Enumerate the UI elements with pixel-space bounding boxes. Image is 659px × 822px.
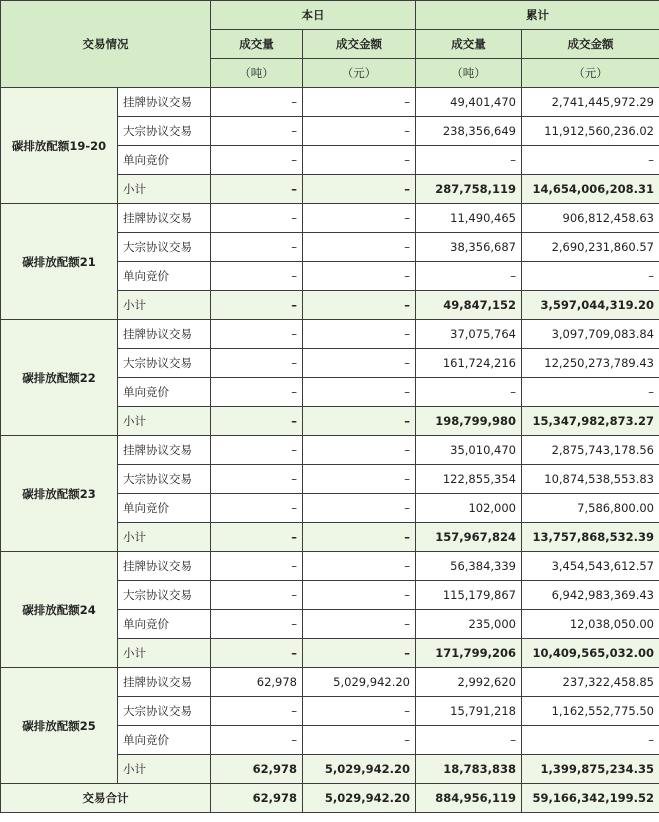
subtotal-today-amount: – [303,639,416,668]
method-label: 大宗协议交易 [118,465,211,494]
cum-volume-cell: 35,010,470 [416,436,522,465]
subtotal-today-volume: – [211,523,303,552]
cum-volume-cell: – [416,378,522,407]
cum-amount-cell: 12,250,273,789.43 [522,349,659,378]
cum-volume-cell: 115,179,867 [416,581,522,610]
today-volume-cell: – [211,320,303,349]
subtotal-today-amount: – [303,523,416,552]
today-amount-cell: – [303,349,416,378]
today-volume-cell: – [211,697,303,726]
cum-amount-cell: 7,586,800.00 [522,494,659,523]
subtotal-cum-amount: 13,757,868,532.39 [522,523,659,552]
cum-volume-cell: 102,000 [416,494,522,523]
method-label: 单向竞价 [118,146,211,175]
grand-total-today-amount: 5,029,942.20 [303,784,416,813]
today-amount-cell: – [303,117,416,146]
cum-volume-cell: – [416,146,522,175]
subtotal-label: 小计 [118,175,211,204]
today-amount-cell: – [303,146,416,175]
subtotal-cum-volume: 171,799,206 [416,639,522,668]
subtotal-cum-amount: 1,399,875,234.35 [522,755,659,784]
table-row [1,552,659,581]
today-amount-cell: – [303,465,416,494]
today-volume-cell: – [211,88,303,117]
today-volume-cell: – [211,204,303,233]
header-cum-amount-unit: （元） [522,59,659,88]
grand-total-cum-volume: 884,956,119 [416,784,522,813]
grand-total-label: 交易合计 [1,784,211,813]
today-amount-cell: – [303,581,416,610]
cum-volume-cell: 122,855,354 [416,465,522,494]
today-volume-cell: – [211,726,303,755]
cum-amount-cell: 3,097,709,083.84 [522,320,659,349]
method-label: 大宗协议交易 [118,117,211,146]
method-label: 挂牌协议交易 [118,436,211,465]
subtotal-cum-amount: 3,597,044,319.20 [522,291,659,320]
subtotal-label: 小计 [118,523,211,552]
today-amount-cell: – [303,320,416,349]
method-label: 挂牌协议交易 [118,204,211,233]
cum-amount-cell: 2,690,231,860.57 [522,233,659,262]
today-amount-cell: – [303,494,416,523]
today-amount-cell: 5,029,942.20 [303,668,416,697]
category-label: 碳排放配额22 [1,320,118,436]
grand-total-cum-amount: 59,166,342,199.52 [522,784,659,813]
cum-volume-cell: – [416,726,522,755]
today-amount-cell: – [303,378,416,407]
cum-volume-cell: 2,992,620 [416,668,522,697]
today-amount-cell: – [303,726,416,755]
header-cum-amount: 成交金额 [522,30,659,59]
subtotal-cum-volume: 287,758,119 [416,175,522,204]
today-amount-cell: – [303,262,416,291]
cum-amount-cell: 12,038,050.00 [522,610,659,639]
today-amount-cell: – [303,204,416,233]
method-label: 单向竞价 [118,378,211,407]
cum-volume-cell: 49,401,470 [416,88,522,117]
today-volume-cell: – [211,146,303,175]
today-volume-cell: – [211,610,303,639]
method-label: 挂牌协议交易 [118,552,211,581]
cum-volume-cell: 37,075,764 [416,320,522,349]
header-row-label: 交易情况 [1,1,211,88]
subtotal-cum-volume: 157,967,824 [416,523,522,552]
subtotal-today-amount: – [303,175,416,204]
method-label: 大宗协议交易 [118,233,211,262]
method-label: 挂牌协议交易 [118,88,211,117]
today-amount-cell: – [303,88,416,117]
cum-amount-cell: – [522,262,659,291]
cum-volume-cell: 15,791,218 [416,697,522,726]
cum-amount-cell: 237,322,458.85 [522,668,659,697]
today-volume-cell: – [211,117,303,146]
cum-volume-cell: 11,490,465 [416,204,522,233]
subtotal-cum-volume: 198,799,980 [416,407,522,436]
subtotal-today-amount: – [303,407,416,436]
cum-volume-cell: 56,384,339 [416,552,522,581]
method-label: 单向竞价 [118,610,211,639]
cum-amount-cell: 906,812,458.63 [522,204,659,233]
subtotal-today-volume: – [211,291,303,320]
subtotal-cum-amount: 15,347,982,873.27 [522,407,659,436]
method-label: 大宗协议交易 [118,349,211,378]
grand-total-row [1,784,659,813]
subtotal-label: 小计 [118,755,211,784]
cum-amount-cell: – [522,378,659,407]
today-volume-cell: – [211,581,303,610]
subtotal-label: 小计 [118,639,211,668]
subtotal-cum-volume: 49,847,152 [416,291,522,320]
cum-volume-cell: – [416,262,522,291]
table-row [1,320,659,349]
method-label: 单向竞价 [118,494,211,523]
category-label: 碳排放配额25 [1,668,118,784]
cum-amount-cell: 2,875,743,178.56 [522,436,659,465]
table-row [1,436,659,465]
header-today-amount: 成交金额 [303,30,416,59]
subtotal-cum-amount: 10,409,565,032.00 [522,639,659,668]
cum-amount-cell: – [522,146,659,175]
today-amount-cell: – [303,697,416,726]
today-volume-cell: – [211,465,303,494]
cum-amount-cell: 2,741,445,972.29 [522,88,659,117]
header-cumulative: 累计 [416,1,659,30]
cum-volume-cell: 161,724,216 [416,349,522,378]
table-row [1,88,659,117]
cum-amount-cell: 10,874,538,553.83 [522,465,659,494]
today-amount-cell: – [303,233,416,262]
cum-volume-cell: 38,356,687 [416,233,522,262]
header-cum-volume-unit: （吨） [416,59,522,88]
subtotal-cum-amount: 14,654,006,208.31 [522,175,659,204]
method-label: 挂牌协议交易 [118,668,211,697]
method-label: 单向竞价 [118,262,211,291]
category-label: 碳排放配额19-20 [1,88,118,204]
subtotal-label: 小计 [118,291,211,320]
cum-amount-cell: 1,162,552,775.50 [522,697,659,726]
subtotal-today-volume: 62,978 [211,755,303,784]
today-volume-cell: 62,978 [211,668,303,697]
today-amount-cell: – [303,436,416,465]
today-volume-cell: – [211,262,303,291]
grand-total-today-volume: 62,978 [211,784,303,813]
subtotal-today-volume: – [211,407,303,436]
subtotal-today-volume: – [211,175,303,204]
cum-volume-cell: 238,356,649 [416,117,522,146]
method-label: 大宗协议交易 [118,697,211,726]
category-label: 碳排放配额24 [1,552,118,668]
cum-amount-cell: 6,942,983,369.43 [522,581,659,610]
method-label: 大宗协议交易 [118,581,211,610]
header-today-volume-unit: （吨） [211,59,303,88]
header-cum-volume: 成交量 [416,30,522,59]
method-label: 挂牌协议交易 [118,320,211,349]
today-volume-cell: – [211,349,303,378]
header-today-volume: 成交量 [211,30,303,59]
subtotal-today-volume: – [211,639,303,668]
today-amount-cell: – [303,552,416,581]
cum-amount-cell: – [522,726,659,755]
header-today: 本日 [211,1,416,30]
today-volume-cell: – [211,378,303,407]
today-volume-cell: – [211,552,303,581]
category-label: 碳排放配额21 [1,204,118,320]
subtotal-cum-volume: 18,783,838 [416,755,522,784]
table-row [1,204,659,233]
subtotal-label: 小计 [118,407,211,436]
subtotal-today-amount: 5,029,942.20 [303,755,416,784]
cum-amount-cell: 11,912,560,236.02 [522,117,659,146]
today-volume-cell: – [211,494,303,523]
today-volume-cell: – [211,233,303,262]
cum-volume-cell: 235,000 [416,610,522,639]
table-body [1,88,659,813]
today-amount-cell: – [303,610,416,639]
cum-amount-cell: 3,454,543,612.57 [522,552,659,581]
subtotal-today-amount: – [303,291,416,320]
table-row [1,668,659,697]
today-volume-cell: – [211,436,303,465]
category-label: 碳排放配额23 [1,436,118,552]
header-today-amount-unit: （元） [303,59,416,88]
method-label: 单向竞价 [118,726,211,755]
